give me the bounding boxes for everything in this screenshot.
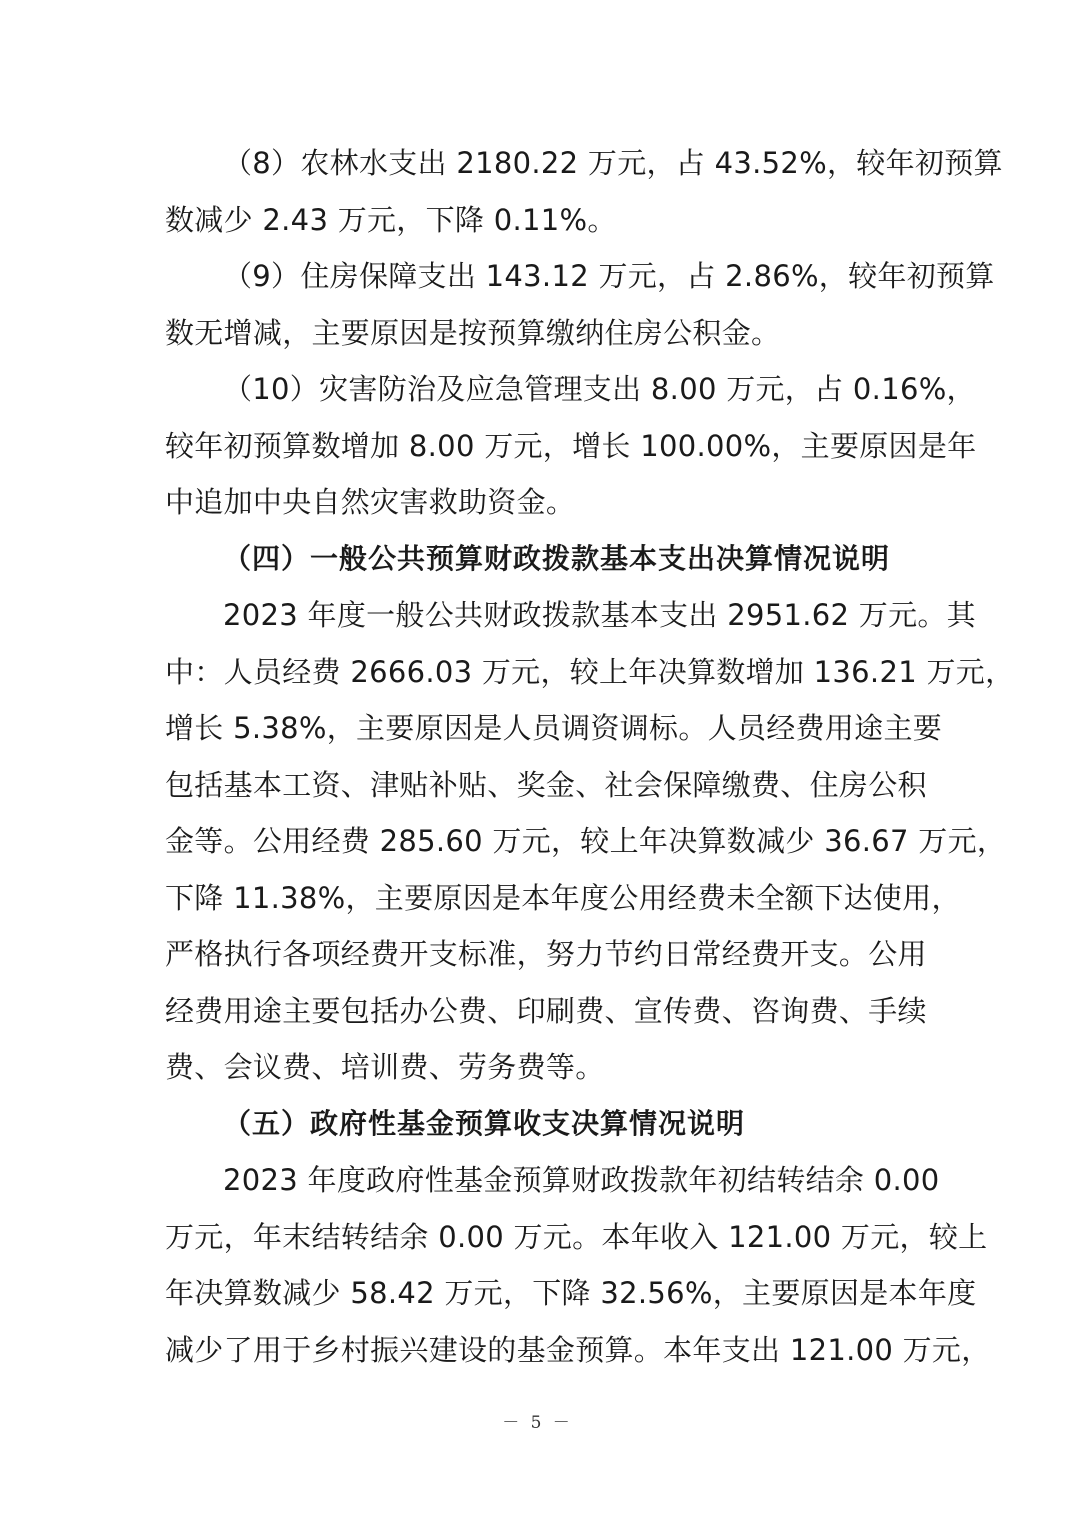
section-4-body <box>165 587 1015 1096</box>
section-heading-4: （四）一般公共预算财政拨款基本支出决算情况说明 <box>223 541 891 575</box>
text-line: 中追加中央自然灾害救助资金。 <box>165 485 576 519</box>
text-line: 2023 年度政府性基金预算财政拨款年初结转结余 0.00 <box>223 1163 940 1197</box>
text-line: （9）住房保障支出 143.12 万元，占 2.86%，较年初预算 <box>223 259 995 293</box>
paragraph-item-9 <box>165 248 995 361</box>
text-line: 2023 年度一般公共财政拨款基本支出 2951.62 万元。其 <box>223 598 976 632</box>
text-line: 金等。公用经费 285.60 万元，较上年决算数减少 36.67 万元， <box>165 824 1007 858</box>
text-line: （8）农林水支出 2180.22 万元，占 43.52%，较年初预算 <box>223 146 1003 180</box>
text-line: 较年初预算数增加 8.00 万元，增长 100.00%，主要原因是年 <box>165 428 977 463</box>
page-content <box>165 135 1015 1378</box>
text-line: 包括基本工资、津贴补贴、奖金、社会保障缴费、住房公积 <box>165 767 927 802</box>
text-line: 增长 5.38%，主要原因是人员调资调标。人员经费用途主要 <box>165 711 943 745</box>
text-line: 经费用途主要包括办公费、印刷费、宣传费、咨询费、手续 <box>165 993 927 1028</box>
section-5-body <box>165 1152 991 1378</box>
page-number: － 5 － <box>502 1413 573 1433</box>
section-heading-5: （五）政府性基金预算收支决算情况说明 <box>223 1106 746 1140</box>
text-line: 中：人员经费 2666.03 万元，较上年决算数增加 136.21 万元， <box>165 654 1015 689</box>
text-line: （10）灾害防治及应急管理支出 8.00 万元，占 0.16%， <box>223 372 976 406</box>
text-line: 数减少 2.43 万元，下降 0.11%。 <box>165 202 617 237</box>
text-line: 减少了用于乡村振兴建设的基金预算。本年支出 121.00 万元， <box>165 1332 991 1367</box>
text-line: 下降 11.38%，主要原因是本年度公用经费未全额下达使用， <box>165 880 961 915</box>
text-line: 数无增减，主要原因是按预算缴纳住房公积金。 <box>165 315 781 350</box>
paragraph-item-10 <box>165 361 977 531</box>
text-line: 费、会议费、培训费、劳务费等。 <box>165 1050 605 1084</box>
paragraph-item-8 <box>165 135 1003 248</box>
text-line: 年决算数减少 58.42 万元，下降 32.56%，主要原因是本年度 <box>165 1276 977 1310</box>
text-line: 严格执行各项经费开支标准，努力节约日常经费开支。公用 <box>165 937 927 971</box>
text-line: 万元，年末结转结余 0.00 万元。本年收入 121.00 万元，较上 <box>165 1219 988 1254</box>
